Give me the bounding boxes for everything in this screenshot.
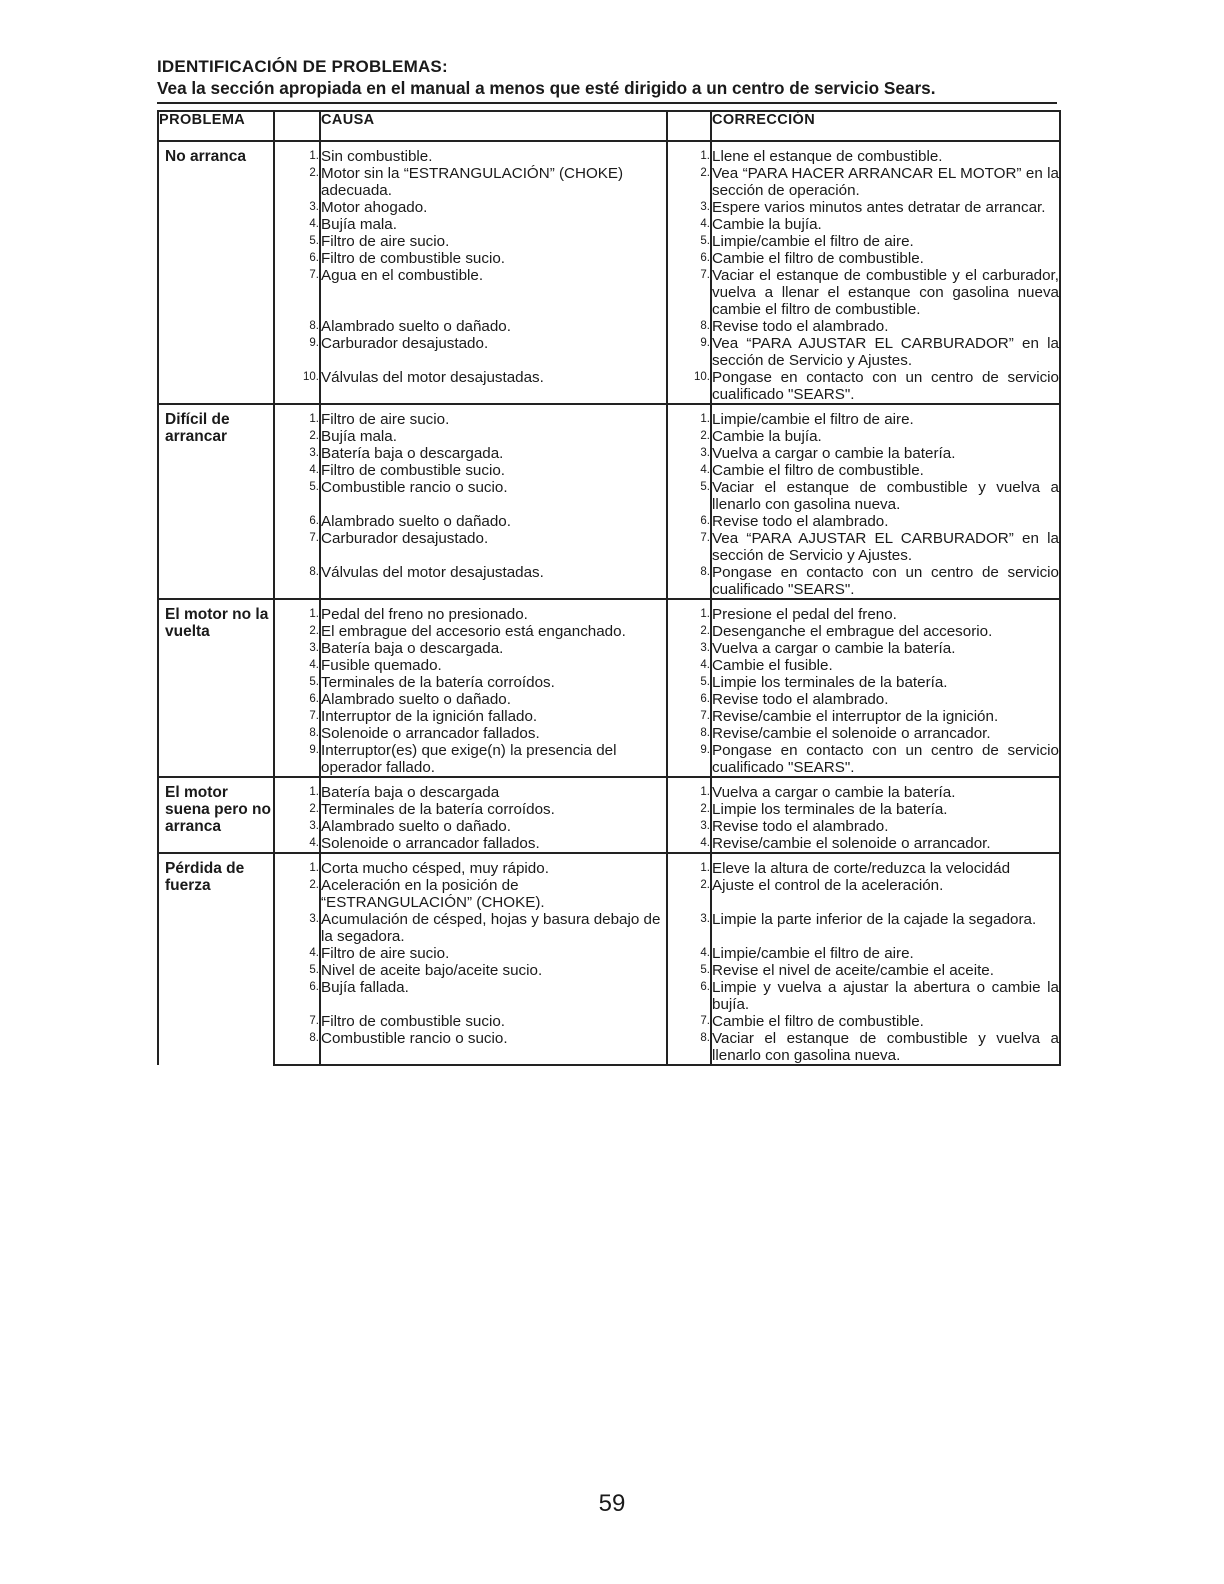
table-row xyxy=(158,853,1060,877)
cause-text: Carburador desajustado. xyxy=(320,530,667,564)
problem-label: No arranca xyxy=(158,141,274,404)
correction-number: 3. xyxy=(667,445,711,462)
cause-text: Bujía mala. xyxy=(320,428,667,445)
cause-text: Alambrado suelto o dañado. xyxy=(320,318,667,335)
correction-text: Ajuste el control de la aceleración. xyxy=(711,877,1060,911)
cause-number: 6. xyxy=(274,691,320,708)
correction-number: 7. xyxy=(667,267,711,318)
cause-number: 2. xyxy=(274,428,320,445)
cause-number: 9. xyxy=(274,335,320,369)
cause-text: Fusible quemado. xyxy=(320,657,667,674)
troubleshooting-table xyxy=(157,110,1061,1066)
cause-number: 2. xyxy=(274,623,320,640)
correction-number: 6. xyxy=(667,513,711,530)
cause-text: Alambrado suelto o dañado. xyxy=(320,691,667,708)
table-row xyxy=(158,513,1060,530)
cause-number: 7. xyxy=(274,708,320,725)
table-row xyxy=(158,835,1060,853)
cause-text: Motor ahogado. xyxy=(320,199,667,216)
correction-number: 2. xyxy=(667,428,711,445)
correction-text: Limpie los terminales de la batería. xyxy=(711,674,1060,691)
correction-number: 3. xyxy=(667,818,711,835)
cause-number: 4. xyxy=(274,835,320,853)
cause-number: 2. xyxy=(274,801,320,818)
correction-text: Vuelva a cargar o cambie la batería. xyxy=(711,445,1060,462)
cause-number: 4. xyxy=(274,462,320,479)
table-row xyxy=(158,911,1060,945)
cause-text: Filtro de aire sucio. xyxy=(320,404,667,428)
cause-text: Solenoide o arrancador fallados. xyxy=(320,725,667,742)
cause-number: 3. xyxy=(274,911,320,945)
table-row xyxy=(158,818,1060,835)
correction-number: 3. xyxy=(667,911,711,945)
table-row xyxy=(158,445,1060,462)
cause-number: 1. xyxy=(274,404,320,428)
correction-text: Vaciar el estanque de combustible y el carburador, vuelva a llenar el estanque con gasolina nueva cambie el filtro de combustible. xyxy=(712,267,1059,318)
column-header-cause-number xyxy=(274,111,320,141)
column-header-cause: CAUSA xyxy=(320,111,667,141)
cause-number: 6. xyxy=(274,250,320,267)
correction-number: 9. xyxy=(667,335,711,369)
cause-text: Interruptor(es) que exige(n) la presencia del operador fallado. xyxy=(320,742,667,777)
correction-text: Cambie el filtro de combustible. xyxy=(711,1013,1060,1030)
cause-text: Filtro de combustible sucio. xyxy=(320,462,667,479)
correction-text: Revise/cambie el interruptor de la ignición. xyxy=(711,708,1060,725)
cause-number: 7. xyxy=(274,267,320,318)
correction-text: Vaciar el estanque de combustible y vuelva a llenarlo con gasolina nueva. xyxy=(712,1030,1059,1064)
cause-number: 1. xyxy=(274,853,320,877)
correction-text: Cambie el filtro de combustible. xyxy=(711,250,1060,267)
cause-number: 6. xyxy=(274,513,320,530)
correction-text: Limpie/cambie el filtro de aire. xyxy=(711,945,1060,962)
cause-text: Combustible rancio o sucio. xyxy=(320,1030,667,1065)
cause-number: 6. xyxy=(274,979,320,1013)
page-number: 59 xyxy=(598,1490,626,1517)
table-row xyxy=(158,335,1060,369)
column-header-correction-number xyxy=(667,111,711,141)
problem-section xyxy=(158,404,1060,599)
cause-text: Aceleración en la posición de “ESTRANGULACIÓN” (CHOKE). xyxy=(320,877,667,911)
cause-text: Válvulas del motor desajustadas. xyxy=(320,564,667,599)
correction-text: Limpie/cambie el filtro de aire. xyxy=(711,404,1060,428)
table-row xyxy=(158,530,1060,564)
correction-text: Cambie el filtro de combustible. xyxy=(711,462,1060,479)
problem-label: Pérdida de fuerza xyxy=(158,853,274,1065)
table-row xyxy=(158,777,1060,801)
cause-text: Batería baja o descargada xyxy=(320,777,667,801)
correction-number: 7. xyxy=(667,1013,711,1030)
table-row xyxy=(158,657,1060,674)
correction-number: 1. xyxy=(667,853,711,877)
problem-section xyxy=(158,141,1060,404)
cause-text: El embrague del accesorio está enganchado. xyxy=(320,623,667,640)
cause-number: 8. xyxy=(274,1030,320,1065)
cause-number: 3. xyxy=(274,818,320,835)
cause-number: 5. xyxy=(274,479,320,513)
table-row xyxy=(158,1030,1060,1065)
correction-text: Vea “PARA HACER ARRANCAR EL MOTOR” en la sección de operación. xyxy=(712,165,1059,199)
correction-text: Revise todo el alambrado. xyxy=(711,513,1060,530)
correction-number: 8. xyxy=(667,1030,711,1065)
correction-number: 5. xyxy=(667,479,711,513)
cause-number: 1. xyxy=(274,141,320,165)
table-row xyxy=(158,428,1060,445)
correction-text: Presione el pedal del freno. xyxy=(711,599,1060,623)
cause-number: 4. xyxy=(274,657,320,674)
correction-text: Limpie/cambie el filtro de aire. xyxy=(711,233,1060,250)
cause-text: Sin combustible. xyxy=(320,141,667,165)
correction-text: Llene el estanque de combustible. xyxy=(711,141,1060,165)
problem-label: El motor no la vuelta xyxy=(158,599,274,777)
correction-text: Cambie la bujía. xyxy=(711,216,1060,233)
cause-text: Nivel de aceite bajo/aceite sucio. xyxy=(320,962,667,979)
correction-text: Revise todo el alambrado. xyxy=(711,818,1060,835)
cause-number: 4. xyxy=(274,945,320,962)
correction-text: Revise todo el alambrado. xyxy=(711,318,1060,335)
cause-text: Corta mucho césped, muy rápido. xyxy=(320,853,667,877)
cause-text: Batería baja o descargada. xyxy=(320,445,667,462)
cause-text: Filtro de combustible sucio. xyxy=(320,250,667,267)
cause-number: 2. xyxy=(274,877,320,911)
correction-text: Pongase en contacto con un centro de servicio cualificado "SEARS". xyxy=(712,564,1059,598)
correction-number: 2. xyxy=(667,801,711,818)
cause-number: 5. xyxy=(274,233,320,250)
cause-number: 1. xyxy=(274,599,320,623)
table-row xyxy=(158,216,1060,233)
cause-text: Interruptor de la ignición fallado. xyxy=(320,708,667,725)
cause-text: Alambrado suelto o dañado. xyxy=(320,513,667,530)
cause-text: Válvulas del motor desajustadas. xyxy=(320,369,667,404)
cause-text: Filtro de aire sucio. xyxy=(320,233,667,250)
cause-text: Pedal del freno no presionado. xyxy=(320,599,667,623)
problem-label: El motor suena pero no arranca xyxy=(158,777,274,853)
cause-text: Motor sin la “ESTRANGULACIÓN” (CHOKE) adecuada. xyxy=(320,165,667,199)
table-row xyxy=(158,599,1060,623)
table-row xyxy=(158,165,1060,199)
problem-section xyxy=(158,777,1060,853)
cause-number: 9. xyxy=(274,742,320,777)
correction-text: Limpie los terminales de la batería. xyxy=(711,801,1060,818)
cause-text: Terminales de la batería corroídos. xyxy=(320,801,667,818)
correction-number: 3. xyxy=(667,199,711,216)
table-row xyxy=(158,708,1060,725)
correction-text: Desenganche el embrague del accesorio. xyxy=(711,623,1060,640)
table-row xyxy=(158,462,1060,479)
table-row xyxy=(158,674,1060,691)
cause-text: Terminales de la batería corroídos. xyxy=(320,674,667,691)
correction-number: 9. xyxy=(667,742,711,777)
correction-text: Vuelva a cargar o cambie la batería. xyxy=(711,640,1060,657)
correction-number: 4. xyxy=(667,216,711,233)
table-row xyxy=(158,640,1060,657)
cause-text: Acumulación de césped, hojas y basura debajo de la segadora. xyxy=(320,911,667,945)
correction-number: 4. xyxy=(667,835,711,853)
correction-number: 1. xyxy=(667,599,711,623)
correction-number: 1. xyxy=(667,141,711,165)
correction-number: 5. xyxy=(667,674,711,691)
table-row xyxy=(158,962,1060,979)
correction-text: Revise/cambie el solenoide o arrancador. xyxy=(711,835,1060,853)
cause-text: Batería baja o descargada. xyxy=(320,640,667,657)
correction-number: 6. xyxy=(667,691,711,708)
correction-text: Limpie y vuelva a ajustar la abertura o cambie la bujía. xyxy=(712,979,1059,1013)
table-row xyxy=(158,318,1060,335)
correction-text: Cambie la bujía. xyxy=(711,428,1060,445)
table-row xyxy=(158,267,1060,318)
cause-text: Combustible rancio o sucio. xyxy=(320,479,667,513)
column-header-problem: PROBLEMA xyxy=(158,111,274,141)
cause-number: 7. xyxy=(274,1013,320,1030)
cause-text: Agua en el combustible. xyxy=(320,267,667,318)
table-row xyxy=(158,199,1060,216)
correction-text: Vea “PARA AJUSTAR EL CARBURADOR” en la sección de Servicio y Ajustes. xyxy=(712,530,1059,564)
correction-number: 8. xyxy=(667,725,711,742)
table-row xyxy=(158,623,1060,640)
cause-number: 2. xyxy=(274,165,320,199)
correction-number: 10. xyxy=(667,369,711,404)
table-row xyxy=(158,369,1060,404)
correction-number: 4. xyxy=(667,657,711,674)
table-row xyxy=(158,250,1060,267)
cause-text: Filtro de aire sucio. xyxy=(320,945,667,962)
correction-number: 7. xyxy=(667,530,711,564)
table-row xyxy=(158,979,1060,1013)
correction-text: Revise/cambie el solenoide o arrancador. xyxy=(711,725,1060,742)
correction-text: Limpie la parte inferior de la cajade la segadora. xyxy=(711,911,1060,945)
table-row xyxy=(158,742,1060,777)
correction-text: Cambie el fusible. xyxy=(711,657,1060,674)
cause-number: 5. xyxy=(274,962,320,979)
correction-number: 3. xyxy=(667,640,711,657)
page-title: IDENTIFICACIÓN DE PROBLEMAS: xyxy=(157,57,448,76)
correction-number: 1. xyxy=(667,777,711,801)
page-subtitle: Vea la sección apropiada en el manual a menos que esté dirigido a un centro de servicio Sears. xyxy=(157,78,1057,104)
cause-text: Filtro de combustible sucio. xyxy=(320,1013,667,1030)
table-row xyxy=(158,1013,1060,1030)
cause-number: 8. xyxy=(274,318,320,335)
correction-text: Eleve la altura de corte/reduzca la velocidád xyxy=(711,853,1060,877)
problem-label: Difícil de arrancar xyxy=(158,404,274,599)
cause-number: 3. xyxy=(274,199,320,216)
table-header-row xyxy=(158,111,1060,141)
correction-number: 6. xyxy=(667,979,711,1013)
cause-number: 8. xyxy=(274,725,320,742)
correction-text: Pongase en contacto con un centro de servicio cualificado "SEARS". xyxy=(712,742,1059,776)
table-row xyxy=(158,877,1060,911)
correction-text: Revise todo el alambrado. xyxy=(711,691,1060,708)
cause-number: 7. xyxy=(274,530,320,564)
table-row xyxy=(158,945,1060,962)
problem-section xyxy=(158,853,1060,1065)
correction-number: 4. xyxy=(667,945,711,962)
column-header-correction: CORRECCIÓN xyxy=(711,111,1060,141)
problem-section xyxy=(158,599,1060,777)
table-row xyxy=(158,691,1060,708)
correction-number: 2. xyxy=(667,877,711,911)
cause-text: Solenoide o arrancador fallados. xyxy=(320,835,667,853)
cause-text: Bujía fallada. xyxy=(320,979,667,1013)
cause-number: 8. xyxy=(274,564,320,599)
table-row xyxy=(158,564,1060,599)
correction-number: 5. xyxy=(667,962,711,979)
correction-number: 8. xyxy=(667,318,711,335)
correction-number: 2. xyxy=(667,165,711,199)
cause-number: 10. xyxy=(274,369,320,404)
correction-text: Espere varios minutos antes detratar de arrancar. xyxy=(711,199,1060,216)
correction-number: 4. xyxy=(667,462,711,479)
correction-text: Vuelva a cargar o cambie la batería. xyxy=(711,777,1060,801)
cause-number: 4. xyxy=(274,216,320,233)
correction-text: Revise el nivel de aceite/cambie el aceite. xyxy=(711,962,1060,979)
table-row xyxy=(158,725,1060,742)
table-row xyxy=(158,801,1060,818)
correction-number: 8. xyxy=(667,564,711,599)
correction-number: 5. xyxy=(667,233,711,250)
correction-text: Vea “PARA AJUSTAR EL CARBURADOR” en la sección de Servicio y Ajustes. xyxy=(712,335,1059,369)
cause-text: Carburador desajustado. xyxy=(320,335,667,369)
correction-text: Vaciar el estanque de combustible y vuelva a llenarlo con gasolina nueva. xyxy=(712,479,1059,513)
table-row xyxy=(158,141,1060,165)
cause-number: 5. xyxy=(274,674,320,691)
table-row xyxy=(158,479,1060,513)
table-row xyxy=(158,404,1060,428)
cause-text: Alambrado suelto o dañado. xyxy=(320,818,667,835)
table-row xyxy=(158,233,1060,250)
correction-text: Pongase en contacto con un centro de servicio cualificado "SEARS". xyxy=(712,369,1059,403)
correction-number: 6. xyxy=(667,250,711,267)
cause-text: Bujía mala. xyxy=(320,216,667,233)
cause-number: 3. xyxy=(274,445,320,462)
correction-number: 1. xyxy=(667,404,711,428)
cause-number: 1. xyxy=(274,777,320,801)
correction-number: 2. xyxy=(667,623,711,640)
cause-number: 3. xyxy=(274,640,320,657)
correction-number: 7. xyxy=(667,708,711,725)
